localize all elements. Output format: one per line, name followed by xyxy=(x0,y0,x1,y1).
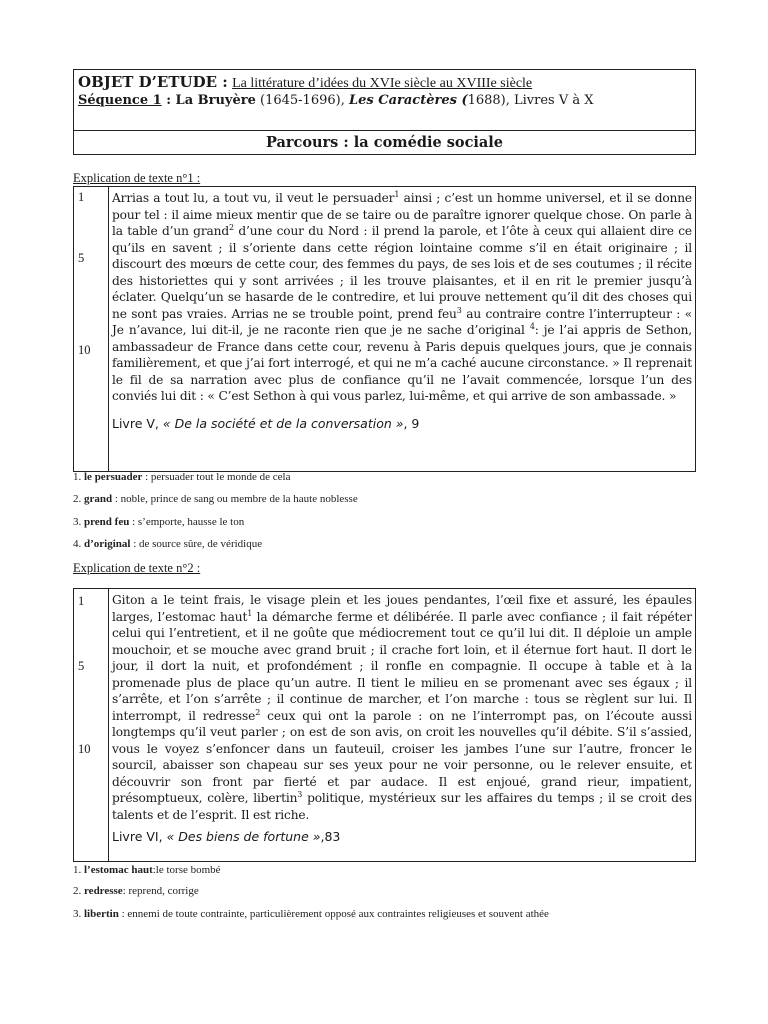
footnote xyxy=(73,885,199,897)
sequence-sep: : xyxy=(161,93,176,108)
footnote-number: 2. xyxy=(73,885,84,897)
passage-text xyxy=(112,592,692,823)
footnote-definition: : reprend, corrige xyxy=(122,885,199,897)
source-title: « Des biens de fortune » xyxy=(166,829,321,844)
passage-segment: la démarche ferme et délibérée. Il parle avec confiance ; il fait répéter celui qui l’entretient, et il ne goûte que médiocrement tout ce qu’il lui dit. Il déploie un ample mouchoir, et se mouche avec grand bruit ; il crache fort loin, et il éternue fort haut. Il dort le jour, il dort la nuit, et profondément ; il ronfle en compagnie. Il occupe à table et à la promenade plus de place qu’un autre. Il tient le milieu en se promenant avec ses égaux ; il s’arrête, et l’on s’arrête ; il continue de marcher, et l’on marche : tous se règlent sur lui. Il interrompt, il redresse xyxy=(112,609,692,723)
footnote-term: d’original xyxy=(84,538,131,550)
author-name: La Bruyère xyxy=(175,93,256,108)
header-box xyxy=(73,69,696,155)
line-number: 10 xyxy=(78,343,91,357)
passage-column xyxy=(109,589,695,861)
header-top xyxy=(74,70,695,131)
passage-segment: au contraire contre l’interrupteur : « Je n’avance, lui dit-il, je ne raconte rien que je ne sache d’original xyxy=(112,306,693,337)
footnote-ref: 2 xyxy=(228,222,234,232)
line-number: 5 xyxy=(78,659,85,673)
passage-segment: Giton a le teint frais, le visage plein et les joues pendantes, l’œil fixe et assuré, les épaules larges, l’estomac haut xyxy=(112,593,692,624)
footnote-definition: : persuader tout le monde de cela xyxy=(142,471,291,483)
footnote-ref: 1 xyxy=(394,189,400,199)
author-dates: (1645-1696), xyxy=(255,93,349,108)
line-number: 10 xyxy=(78,742,91,756)
explication-2-box xyxy=(73,588,696,862)
footnote-ref: 3 xyxy=(456,305,462,315)
sequence-label: Séquence 1 xyxy=(78,93,162,108)
source-number: , 9 xyxy=(403,415,420,431)
footnote-number: 1. xyxy=(73,864,84,876)
passage-segment: Arrias a tout lu, a tout vu, il veut le persuader xyxy=(112,191,395,205)
footnote-number: 3. xyxy=(73,908,84,920)
footnote-number: 2. xyxy=(73,493,84,505)
work-details: 1688), Livres V à X xyxy=(467,93,594,108)
footnote-term: prend feu xyxy=(84,516,130,528)
footnote-definition: : s’emporte, hausse le ton xyxy=(129,516,245,528)
passage-segment: d’une cour du Nord : il prend la parole, et l’ôte à ceux qui allaient dire ce qu’ils en savent ; il s’oriente dans cette région lointaine comme s’il en était originaire ; il discourt des mœurs de cette cour, des femmes du pays, de ses lois et de ses coutumes ; il récite des historiettes qui y sont arrivées ; il les trouve plaisantes, et il en rit le premier jusqu’à éclater. Quelqu’un se hasarde de le contredire, et lui prouve nettement qu’il dit des choses qui ne sont pas vraies. Arrias ne se trouble point, prend feu xyxy=(112,224,692,321)
footnote-term: l’estomac haut xyxy=(84,864,153,876)
line-number: 1 xyxy=(78,594,85,608)
line-numbers xyxy=(74,187,109,471)
passage-source xyxy=(112,829,692,845)
footnote-number: 1. xyxy=(73,471,84,483)
study-object-line xyxy=(78,74,691,92)
footnote xyxy=(73,471,291,483)
explication-2-heading: Explication de texte n°2 : xyxy=(73,561,201,575)
footnote-ref: 4 xyxy=(529,321,535,331)
passage-text xyxy=(112,190,692,405)
footnote xyxy=(73,538,262,550)
footnote-ref: 3 xyxy=(297,789,303,799)
line-number: 5 xyxy=(78,251,85,265)
explication-1-heading: Explication de texte n°1 : xyxy=(73,171,201,185)
source-title: « De la société et de la conversation » xyxy=(162,415,404,431)
footnote-term: le persuader xyxy=(84,471,143,483)
footnote-number: 3. xyxy=(73,516,84,528)
parcours-title: Parcours : la comédie sociale xyxy=(265,134,504,151)
line-number: 1 xyxy=(78,190,85,204)
footnote-term: redresse xyxy=(84,885,123,897)
passage-segment: ceux qui ont la parole : on ne l’interrompt pas, on l’écoute aussi longtemps qu’il veut parler ; on est de son avis, on croit les nouvelles qu’il débite. S’il s’assied, vous le voyez s’enfoncer dans un fauteuil, croiser les jambes l’une sur l’autre, froncer le sourcil, abaisser son chapeau sur ses yeux pour ne voir personne, ou le relever ensuite, et découvrir son front par fierté et par audace. Il est enjoué, grand rieur, impatient, présomptueux, colère, libertin xyxy=(112,708,692,805)
passage-segment: : je l’ai appris de Sethon, ambassadeur de France dans cette cour, revenu à Paris depuis quelques jours, que je connais familièrement, et que j’ai fort interrogé, et qui ne m’a caché aucune circonstance. » Il reprenait le fil de sa narration avec plus de confiance qu’il ne l’avait commencée, lorsque l’un des conviés lui dit : « C’est Sethon à qui vous parlez, lui-même, et qui arrive de son ambassade. » xyxy=(112,323,692,403)
footnote-definition: : noble, prince de sang ou membre de la haute noblesse xyxy=(112,493,358,505)
passage-segment: ainsi ; c’est un homme universel, et il se donne pour tel : il aime mieux mentir que de se taire ou de paraître ignorer quelque chose. On parle à la table d’un grand xyxy=(112,191,692,238)
footnote-definition: : de source sûre, de véridique xyxy=(130,538,263,550)
study-object-label: OBJET D’ETUDE : xyxy=(78,73,228,91)
passage-segment: politique, mystérieux sur les affaires du temps ; il se croit des talents et de l’esprit. Il est riche. xyxy=(112,791,693,822)
explication-1-box xyxy=(73,186,696,472)
footnote-number: 4. xyxy=(73,538,84,550)
footnote-definition: :le torse bombé xyxy=(152,864,221,876)
footnote xyxy=(73,908,549,920)
footnote xyxy=(73,493,358,505)
line-numbers xyxy=(74,589,109,861)
source-book: Livre VI, xyxy=(112,829,167,844)
footnote-term: libertin xyxy=(84,908,119,920)
footnote-term: grand xyxy=(84,493,113,505)
footnote xyxy=(73,864,221,876)
footnote-ref: 1 xyxy=(247,608,253,618)
footnote-definition: : ennemi de toute contrainte, particulièrement opposé aux contraintes religieuses et souvent athée xyxy=(118,908,549,920)
source-book: Livre V, xyxy=(112,415,163,431)
work-title: Les Caractères ( xyxy=(348,93,468,108)
sequence-line xyxy=(78,92,691,109)
passage-source xyxy=(112,416,692,432)
footnote xyxy=(73,516,244,528)
study-object-title: La littérature d’idées du XVIe siècle au XVIIIe siècle xyxy=(232,76,533,91)
passage-column xyxy=(109,187,695,471)
source-number: ,83 xyxy=(320,829,341,844)
footnote-ref: 2 xyxy=(255,707,261,717)
